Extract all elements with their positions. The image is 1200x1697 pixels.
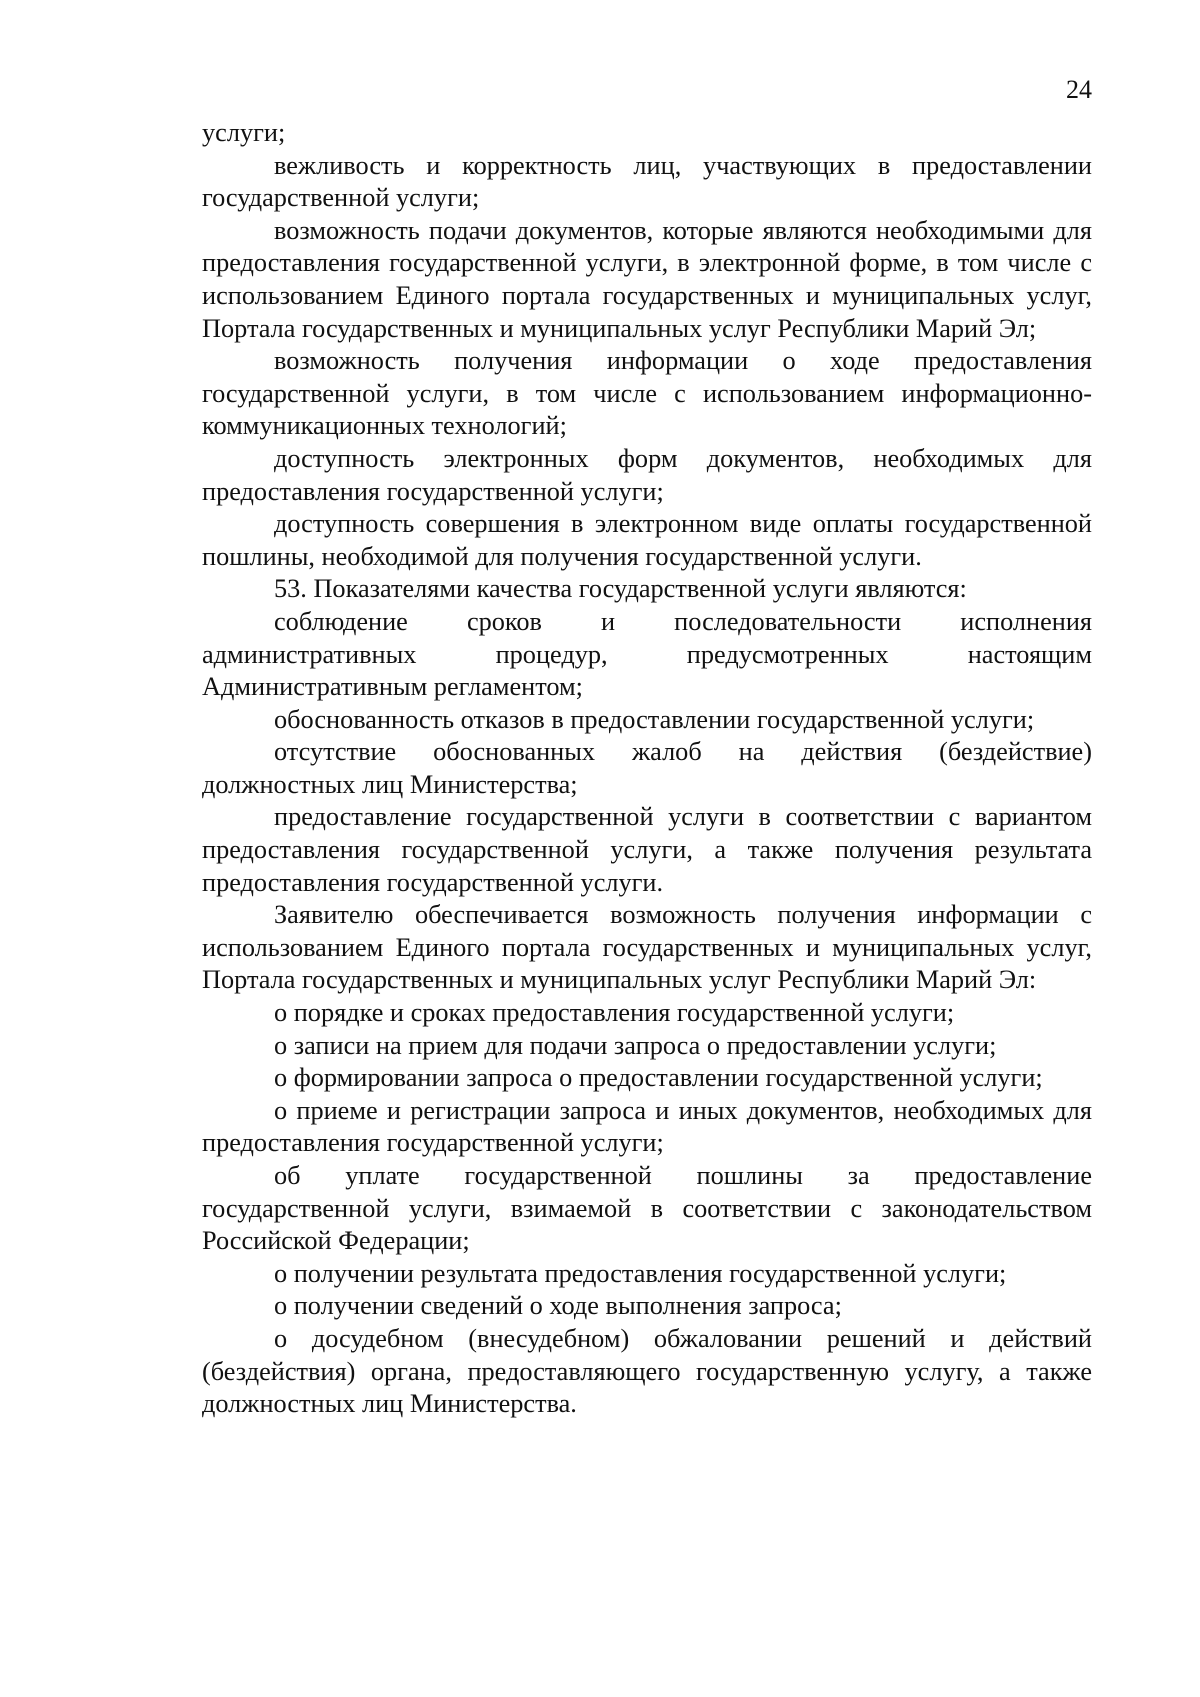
paragraph-electronic-payment: доступность совершения в электронном виде оплаты государственной пошлины, необходимой для получения государственной услуги. xyxy=(202,509,1092,571)
paragraph-deadlines: соблюдение сроков и последовательности исполнения административных процедур, предусмотренных настоящим Административным регламентом; xyxy=(202,606,1092,702)
paragraph-politeness: вежливость и корректность лиц, участвующих в предоставлении государственной услуги; xyxy=(202,150,1092,213)
paragraph-progress-info: возможность получения информации о ходе предоставления государственной услуги, в том числе с использованием информационно-коммуникационных технологий; xyxy=(202,346,1092,441)
list-item-status: о получении сведений о ходе выполнения запроса; xyxy=(274,1291,842,1321)
list-item-result: о получении результата предоставления государственной услуги; xyxy=(274,1258,1007,1288)
paragraph-applicant-info: Заявителю обеспечивается возможность получения информации с использованием Единого портала государственных и муниципальных услуг, Портала государственных и муниципальных услуг Республики Марий Эл: xyxy=(202,900,1092,995)
paragraph-service-variant: предоставление государственной услуги в соответствии с вариантом предоставления государственной услуги, а также получения результата предоставления государственной услуги. xyxy=(202,802,1092,897)
list-item-appeal: о досудебном (внесудебном) обжаловании решений и действий (бездействия) органа, предоставляющего государственную услугу, а также должностных лиц Министерства. xyxy=(202,1323,1092,1419)
paragraph-electronic-forms: доступность электронных форм документов, необходимых для предоставления государственной услуги; xyxy=(202,443,1092,506)
paragraph-refusals: обоснованность отказов в предоставлении государственной услуги; xyxy=(274,704,1035,734)
paragraph-electronic-submission: возможность подачи документов, которые являются необходимыми для предоставления государственной услуги, в электронной форме, в том числе с использованием Единого портала государственных и муниципальных услуг, Портала государственных и муниципальных услуг Республики Марий Эл; xyxy=(202,215,1092,343)
list-item-procedure: о порядке и сроках предоставления государственной услуги; xyxy=(274,998,955,1028)
page-number: 24 xyxy=(1066,75,1092,104)
list-item-appointment: о записи на прием для подачи запроса о предоставлении услуги; xyxy=(274,1030,997,1060)
paragraph-53-heading: 53. Показателями качества государственной услуги являются: xyxy=(274,574,967,604)
paragraph-continuation: услуги; xyxy=(202,118,286,147)
list-item-fee-payment: об уплате государственной пошлины за предоставление государственной услуги, взимаемой в соответствии с законодательством Российской Федерации; xyxy=(202,1161,1092,1256)
paragraph-complaints: отсутствие обоснованных жалоб на действия (бездействие) должностных лиц Министерства; xyxy=(202,737,1092,799)
document-body xyxy=(202,117,1092,1421)
list-item-registration: о приеме и регистрации запроса и иных документов, необходимых для предоставления государственной услуги; xyxy=(202,1095,1092,1158)
list-item-request-forming: о формировании запроса о предоставлении государственной услуги; xyxy=(274,1063,1043,1093)
